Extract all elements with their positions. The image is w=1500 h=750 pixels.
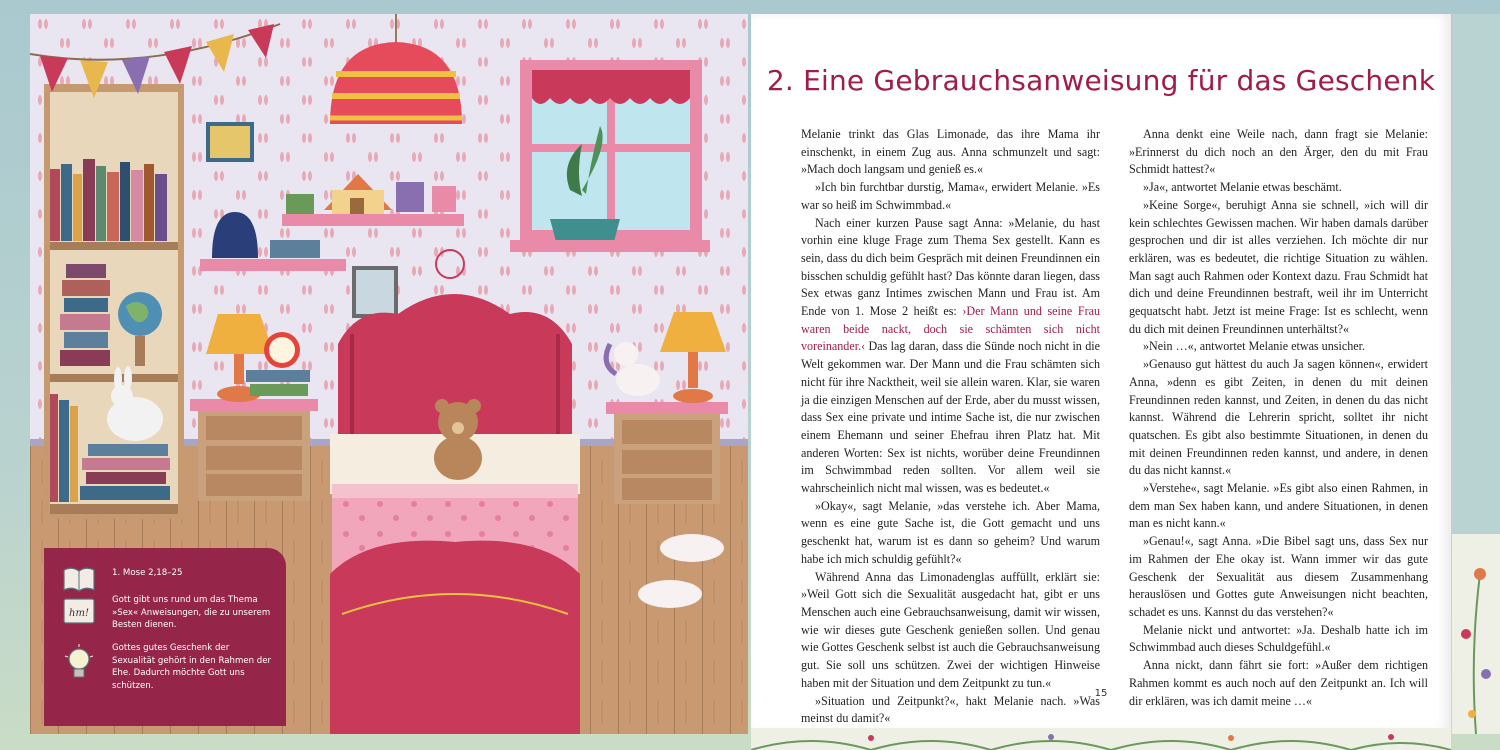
chapter-title: 2. Eine Gebrauchsanweisung für das Geschenk bbox=[766, 64, 1436, 97]
note-icon-text: hm! bbox=[69, 608, 89, 619]
paragraph: »Situation und Zeitpunkt?«, hakt Melanie nach. »Was meinst du damit?« bbox=[801, 693, 1100, 726]
paragraph: »Genau!«, sagt Anna. »Die Bibel sagt uns, dass Sex nur im Rahmen der Ehe okay ist. Wann immer wir das gute Geschenk der Sexualität aus diesem Zusammenhang herauslösen und Gottes gute Anweisungen nicht beachten, schadet es uns. Kannst du das verstehen?« bbox=[1129, 534, 1428, 619]
key-point-text: Gottes gutes Geschenk der Sexualität gehört in den Rahmen der Ehe. Dadurch möchte Gott uns schützen. bbox=[112, 643, 272, 691]
paragraph: Anna denkt eine Weile nach, dann fragt sie Melanie: »Erinnerst du dich noch an den Ärger, den du mit Frau Schmidt hattest?« bbox=[1129, 127, 1428, 177]
paragraph: »Ja«, antwortet Melanie etwas beschämt. bbox=[1143, 180, 1342, 195]
text-column-right bbox=[1129, 126, 1428, 710]
bible-quote: ›Der Mann und seine Frau waren beide nackt, doch sie schämten sich nicht voreinander.‹ bbox=[801, 304, 1101, 354]
floral-border-bottom bbox=[751, 728, 1451, 750]
lightbulb-icon bbox=[62, 644, 96, 684]
paragraph: Melanie trinkt das Glas Limonade, das ihre Mama ihr einschenkt, in einem Zug aus. Anna schmunzelt und sagt: »Mach doch langsam und genieß es.« bbox=[801, 127, 1100, 177]
summary-text: Gott gibt uns rund um das Thema »Sex« Anweisungen, die zu unserem Besten dienen. bbox=[112, 595, 271, 630]
bible-reference-row bbox=[44, 562, 286, 596]
paragraph: »Verstehe«, sagt Melanie. »Es gibt also einen Rahmen, in dem man Sex haben kann, und andere Situationen, in denen man es nicht kann.« bbox=[1129, 481, 1428, 531]
paragraph: Melanie nickt und antwortet: »Ja. Deshalb hatte ich im Schwimmbad auch dieses Schuldgefühl.« bbox=[1129, 622, 1428, 655]
floral-border-right bbox=[1452, 14, 1500, 734]
speech-note-icon bbox=[62, 596, 96, 626]
text-page bbox=[751, 14, 1451, 732]
key-point-row bbox=[44, 642, 286, 722]
paragraph-text: Nach einer kurzen Pause sagt Anna: »Melanie, du hast vorhin eine kluge Frage zum Thema Sex gestellt. Kann es sein, dass du dich beim Gespräch mit deinen Freundinnen ein bisschen schuldig gefühlt hast? Das könnte daran liegen, dass Sex etwas ganz Intimes zwischen Mann und Frau ist. Am Ende von 1. Mose 2 heißt es: bbox=[801, 215, 1100, 319]
paragraph: »Ich bin furchtbar durstig, Mama«, erwidert Melanie. »Es war so heiß im Schwimmbad.« bbox=[801, 180, 1100, 212]
paragraph: »Genauso gut hättest du auch Ja sagen können«, erwidert Anna, »denn es gibt Zeiten, in denen du mit deinen Freundinnen reden kannst, und Zeiten, in denen du das nicht kannst. Während die Lehrerin spricht, solltet ihr nicht quatschen. Es gibt also bestimmte Situationen, in denen du mit deinen Freundinnen reden kannst, und andere, in denen du das nicht kannst.« bbox=[1129, 357, 1428, 478]
paragraph: »Okay«, sagt Melanie, »das verstehe ich. Aber Mama, wenn es eine gute Sache ist, die Gott gemacht und uns geschenkt hat, warum ist es dann so geheim? Und warum habe ich mich schuldig gefühlt?« bbox=[801, 498, 1100, 566]
paragraph: Anna nickt, dann fährt sie fort: »Außer dem richtigen Rahmen kommt es auch noch auf den Zeitpunkt an. Ich will dir erklären, was ich damit meine …« bbox=[1129, 658, 1428, 708]
paragraph-text: Das lag daran, dass die Sünde noch nicht in die Welt gekommen war. Der Mann und die Frau schämten sich nicht für ihre Nacktheit, weil sie allein waren. Klar, sie waren ja die einzigen Menschen auf der Erde, aber du musst wissen, dass Sex eine private und intime Sache ist, die nur zwischen einem Ehemann und seiner Ehefrau ihren Platz hat. Mit anderen Worten: Sex ist nichts, worüber deine Freundinnen im Schwimmbad reden sollten. Vor allem weil sie wahrscheinlich nicht mal wissen, was es bedeutet.« bbox=[801, 339, 1100, 496]
paragraph-with-quote bbox=[801, 215, 1100, 498]
open-book-icon bbox=[62, 564, 96, 594]
paragraph: Während Anna das Limonadenglas auffüllt, erklärt sie: »Weil Gott sich die Sexualität ausgedacht hat, gibt er uns Menschen auch eine Gebrauchsanweisung, damit wir wissen, wie wir dieses gute Geschenk genießen sollen. Und genau wie Gottes Geschenk selbst ist auch die Gebrauchsanweisung gut. Sie soll uns schützen. Zwei der wichtigen Hinweise haben mit der Situation und dem Zeitpunkt zu tun.« bbox=[801, 569, 1100, 690]
paragraph: »Keine Sorge«, beruhigt Anna sie schnell, »ich will dir kein schlechtes Gewissen machen. Wir haben damals darüber gesprochen und dir ist alles verziehen. Ich möchte dir nur erklären, was es bedeutet, die richtige Situation zu wählen. Man sagt auch Rahmen oder Kontext dazu. Frau Schmidt hat dich und deine Freundinnen bestraft, weil ihr im Unterricht gequatscht habt. Jetzt ist meine Frage: Ist es schlecht, wenn du dich mit deinen Freundinnen unterhältst?« bbox=[1129, 197, 1428, 336]
paragraph: »Nein …«, antwortet Melanie etwas unsicher. bbox=[1143, 339, 1365, 354]
summary-infobox bbox=[44, 548, 286, 726]
bible-reference: 1. Mose 2,18–25 bbox=[112, 568, 183, 578]
text-column-left bbox=[801, 126, 1100, 728]
summary-row bbox=[44, 594, 286, 636]
page-number: 15 bbox=[1094, 688, 1108, 699]
